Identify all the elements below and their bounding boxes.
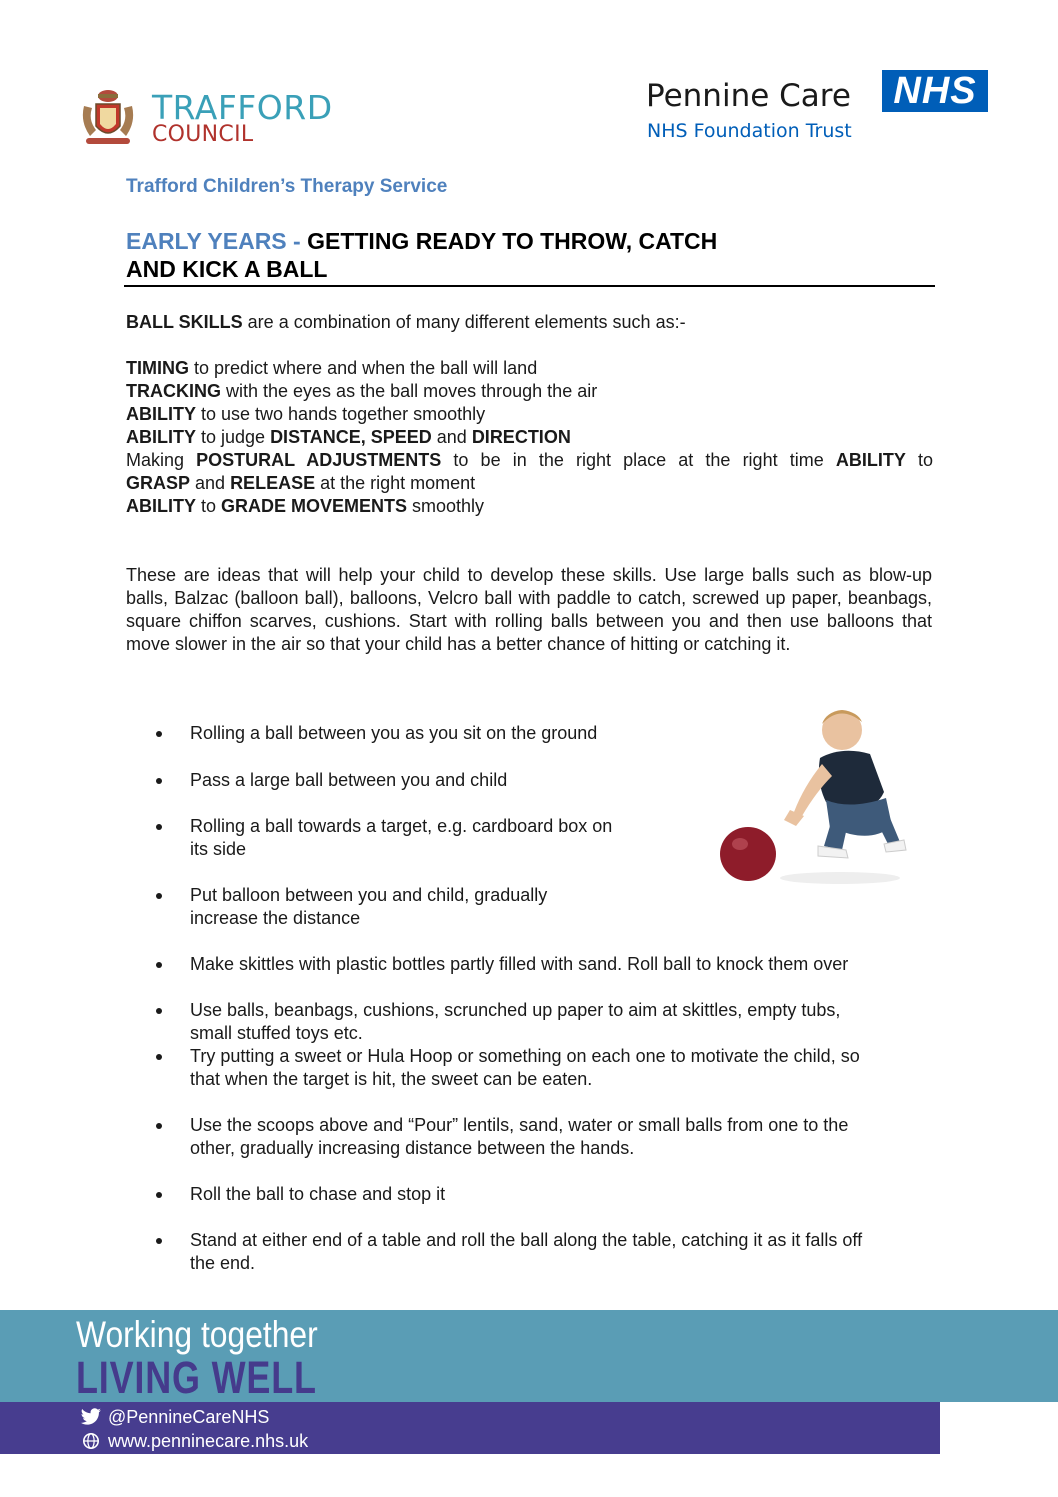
title-divider (124, 285, 935, 287)
web-icon (80, 1432, 102, 1450)
page-title (126, 227, 717, 283)
twitter-handle[interactable]: @PennineCareNHS (108, 1406, 270, 1427)
crest-icon (76, 86, 140, 150)
bullet-dot (156, 1192, 162, 1198)
footer-contact (80, 1405, 308, 1453)
bullet-dot (156, 778, 162, 784)
skill-line: ABILITY to use two hands together smoothly (126, 404, 486, 424)
service-name: Trafford Children’s Therapy Service (126, 176, 448, 197)
trafford-council-logo (76, 86, 346, 150)
bullet-dot (156, 893, 162, 899)
website-link[interactable]: www.penninecare.nhs.uk (108, 1430, 309, 1451)
footer-slogan-bottom: LIVING WELL (76, 1352, 317, 1403)
title-prefix: EARLY YEARS - (126, 228, 308, 254)
skill-line: GRASP and RELEASE at the right moment (126, 473, 476, 493)
twitter-icon (80, 1408, 102, 1426)
bullet-dot (156, 731, 162, 737)
footer-slogan-top: Working together (76, 1314, 318, 1355)
council-wordmark: COUNCIL (152, 122, 254, 147)
bullet-dot (156, 1008, 162, 1014)
title-line-2: AND KICK A BALL (126, 256, 328, 282)
intro-text: BALL SKILLS are a combination of many different elements such as:- (126, 312, 686, 332)
skill-line: TRACKING with the eyes as the ball moves through the air (126, 381, 598, 401)
ideas-paragraph: These are ideas that will help your child to develop these skills. Use large balls such as blow-up balls, Balzac (balloon ball), balloons, Velcro ball with paddle to catch, screwed up paper, beanbags, square chiffon scarves, cushions. Start with rolling balls between you and then use balloons that move slower in the air so that your child has a better chance of hitting or catching it. (126, 565, 932, 654)
skills-list (126, 357, 933, 518)
title-line-1: GETTING READY TO THROW, CATCH (307, 228, 718, 254)
skill-line: ABILITY to judge DISTANCE, SPEED and DIRECTION (126, 427, 571, 447)
trafford-wordmark: TRAFFORD (152, 88, 333, 127)
skill-line: Making POSTURAL ADJUSTMENTS to be in the right place at the right time ABILITY to (126, 450, 933, 470)
twitter-handle-row[interactable] (80, 1405, 308, 1429)
pennine-care-wordmark: Pennine Care (646, 78, 851, 114)
nhs-logo: NHS (882, 70, 988, 112)
trust-wordmark: NHS Foundation Trust (647, 120, 852, 142)
bullet-dot (156, 962, 162, 968)
bullet-dot (156, 824, 162, 830)
pennine-care-logo (646, 70, 990, 150)
bullet-dot (156, 1238, 162, 1244)
website-row[interactable] (80, 1429, 308, 1453)
bullet-dot (156, 1123, 162, 1129)
skill-line: ABILITY to GRADE MOVEMENTS smoothly (126, 496, 485, 516)
bullet-dot (156, 1054, 162, 1060)
skill-line: TIMING to predict where and when the ball will land (126, 358, 538, 378)
child-rolling-ball-image (700, 700, 920, 900)
